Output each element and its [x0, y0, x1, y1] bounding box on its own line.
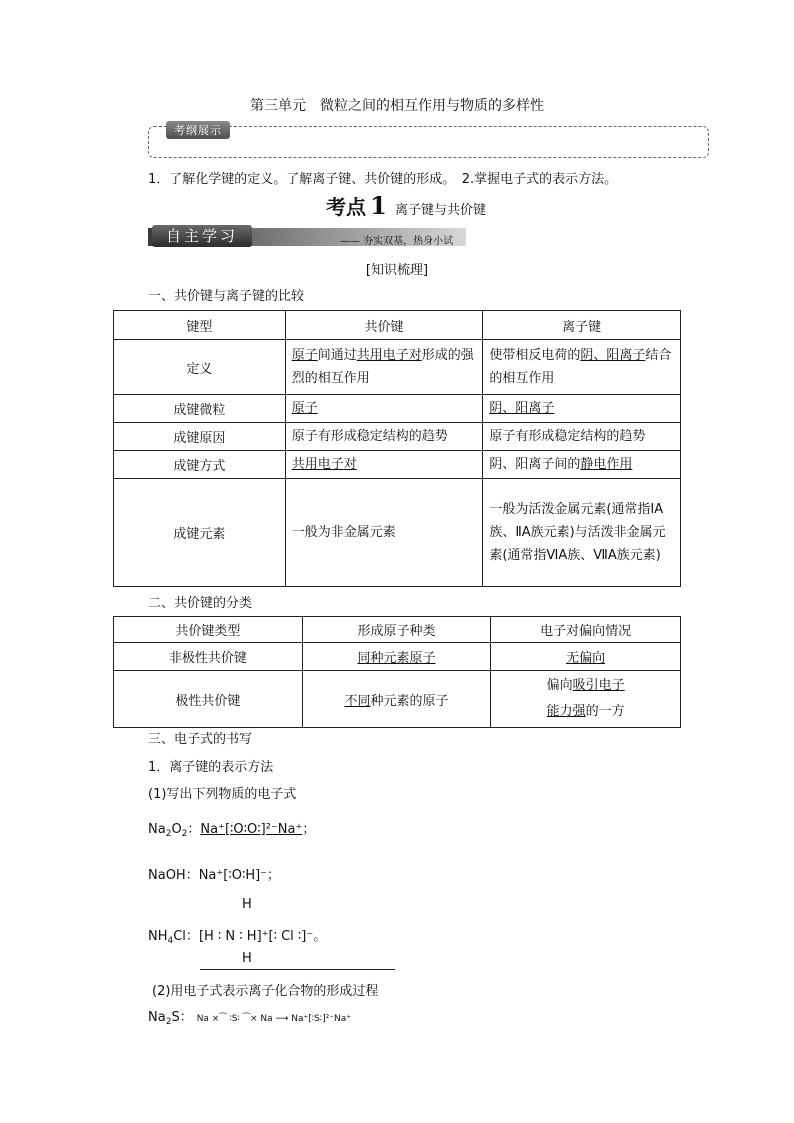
- table-header: 共价键类型: [114, 617, 303, 643]
- formula-subscript: 2: [165, 829, 172, 839]
- blank-answer: 共用电子对: [356, 348, 422, 363]
- formula-subscript: 2: [165, 1017, 172, 1027]
- table-cell: 成键微粒: [114, 395, 286, 423]
- objectives-text: 1．了解化学键的定义。了解离子键、共价键的形成。 2.掌握电子式的表示方法。: [148, 172, 618, 187]
- cell-text: 间通过: [317, 348, 357, 363]
- blank-answer: 阴、阳离子: [580, 348, 646, 363]
- table-cell: 原子有形成稳定结构的趋势: [285, 423, 483, 451]
- nh4cl-h-bottom: H: [242, 951, 252, 966]
- answer-underline: [200, 969, 395, 970]
- outline-tag: 考纲展示: [166, 121, 230, 139]
- cell-text: 阴、阳离子间的: [489, 457, 581, 472]
- na2o2-line: [148, 818, 315, 839]
- table-cell: [285, 451, 483, 479]
- formula-subscript: 4: [167, 936, 174, 946]
- section3-heading: 三、电子式的书写: [148, 732, 253, 747]
- table-row: [114, 671, 681, 728]
- blank-answer: 无偏向: [566, 651, 606, 666]
- kaodian-topic: 离子键与共价键: [394, 203, 486, 218]
- table-cell: [302, 643, 491, 671]
- nh4cl-h-top: H: [242, 897, 252, 912]
- blank-answer: 原子: [291, 348, 318, 363]
- cell-text: 形成的强烈的相互作用: [291, 348, 474, 386]
- table-header: 共价键: [285, 311, 483, 340]
- section3-q1: (1)写出下列物质的电子式: [148, 787, 297, 802]
- table-row: [114, 395, 681, 423]
- table-cell: [285, 340, 483, 395]
- table-header: 键型: [114, 311, 286, 340]
- section3-sub1: 1．离子键的表示方法: [148, 760, 274, 775]
- na2s-line: [148, 1006, 351, 1027]
- blank-answer: 原子: [291, 401, 318, 416]
- table-row: [114, 643, 681, 671]
- formula-text: Na: [148, 822, 166, 837]
- table-cell: [483, 395, 681, 423]
- formula-text: ；: [267, 868, 281, 883]
- kaodian-heading: [326, 191, 486, 220]
- section3-q2: (2)用电子式表示离子化合物的形成过程: [152, 984, 379, 999]
- section2-heading: 二、共价键的分类: [148, 596, 253, 611]
- formula-text: O: [171, 822, 182, 837]
- bond-comparison-table: [113, 310, 681, 587]
- blank-answer: 阴、阳离子: [489, 401, 555, 416]
- page-title: 第三单元 微粒之间的相互作用与物质的多样性: [250, 98, 544, 114]
- knowledge-heading: [知识梳理]: [365, 263, 429, 278]
- table-cell: [302, 671, 491, 728]
- naoh-electron-formula: Na⁺[∶O∶H]⁻: [198, 868, 268, 883]
- formula-text: NaOH：: [148, 868, 199, 883]
- nh4cl-line: [148, 925, 326, 946]
- table-cell: [285, 395, 483, 423]
- section1-heading: 一、共价键与离子键的比较: [148, 289, 305, 304]
- blank-answer: 能力强: [546, 704, 586, 719]
- table-cell: 非极性共价键: [114, 643, 303, 671]
- nh4cl-electron-formula: [H ∶ N ∶ H]⁺[∶ Cl ∶]⁻: [198, 929, 314, 944]
- naoh-line: [148, 864, 280, 883]
- cell-text: 结合的相互作用: [489, 348, 672, 386]
- table-cell: 原子有形成稳定结构的趋势: [483, 423, 681, 451]
- blank-answer: 静电作用: [580, 457, 633, 472]
- formula-text: S：: [171, 1010, 193, 1025]
- cell-text: 使带相反电荷的: [489, 348, 581, 363]
- table-cell: 成键方式: [114, 451, 286, 479]
- formula-subscript: 2: [181, 829, 188, 839]
- cell-text: 偏向: [546, 678, 573, 693]
- table-cell: [483, 340, 681, 395]
- kaodian-label: 考点: [326, 195, 366, 219]
- study-banner-subtitle: —— 夯实双基，热身小试: [340, 236, 454, 247]
- table-cell: 成键原因: [114, 423, 286, 451]
- blank-answer: 不同: [344, 693, 371, 709]
- formula-text: Na: [148, 1010, 166, 1025]
- table-cell: 一般为非金属元素: [285, 479, 483, 587]
- formula-text: Cl：: [173, 929, 199, 944]
- table-cell: [491, 643, 681, 671]
- formula-text: NH: [148, 929, 168, 944]
- table-row: [114, 451, 681, 479]
- table-header: 电子对偏向情况: [491, 617, 681, 643]
- table-cell: [483, 451, 681, 479]
- blank-answer: 吸引电子: [572, 678, 625, 693]
- na2o2-electron-formula: Na⁺[∶O∶O∶]²⁻Na⁺: [200, 822, 303, 837]
- table-cell: 成键元素: [114, 479, 286, 587]
- table-cell: 极性共价键: [114, 671, 303, 728]
- covalent-classification-table: [113, 616, 681, 728]
- table-header: 形成原子种类: [302, 617, 491, 643]
- outline-box: [148, 126, 709, 158]
- table-header: 离子键: [483, 311, 681, 340]
- na2s-formation-process: Na ×⁀ ∶S∶ ⁀× Na ⟶ Na⁺[∶S∶]²⁻Na⁺: [196, 1014, 351, 1024]
- blank-answer: 共用电子对: [291, 457, 357, 472]
- formula-text: ；: [302, 822, 316, 837]
- table-row: [114, 479, 681, 587]
- cell-text: 种元素的原子: [370, 693, 449, 709]
- study-banner-label: 自主学习: [152, 225, 252, 247]
- cell-text: 的一方: [585, 704, 625, 719]
- kaodian-number: 1: [370, 191, 387, 220]
- blank-answer: 同种元素原子: [357, 651, 436, 666]
- formula-text: 。: [313, 929, 327, 944]
- table-cell: 定义: [114, 340, 286, 395]
- table-row: [114, 423, 681, 451]
- table-row: [114, 340, 681, 395]
- formula-text: ：: [187, 822, 201, 837]
- table-cell: 一般为活泼金属元素(通常指ⅠA族、ⅡA族元素)与活泼非金属元素(通常指ⅥA族、ⅦA族元素): [483, 479, 681, 587]
- table-cell: [491, 671, 681, 728]
